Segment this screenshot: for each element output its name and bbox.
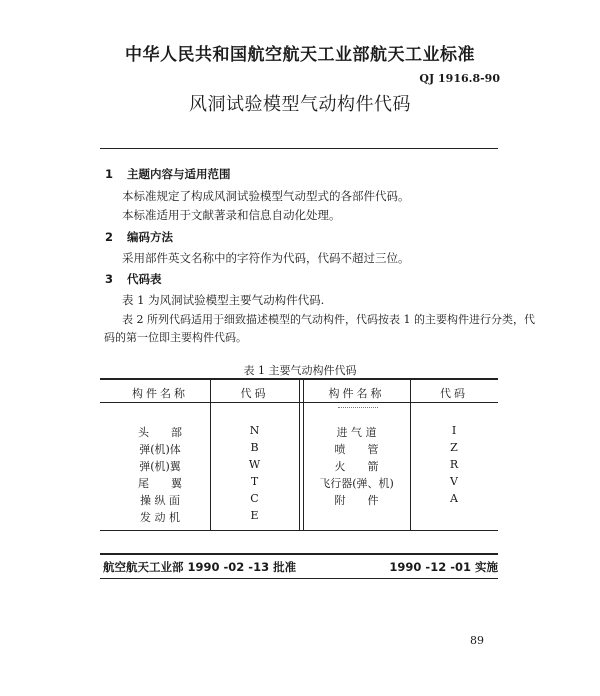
section-title: 代码表 xyxy=(127,272,162,286)
table-cell: 附 件 xyxy=(334,494,379,507)
table-cell: Z xyxy=(450,441,458,454)
section-number: 1 xyxy=(105,167,114,181)
table-cell: 喷 管 xyxy=(334,443,379,456)
table-header-cell: 代码 xyxy=(440,387,468,400)
section-1-para-1: 本标准规定了构成风洞试验模型气动型式的各部件代码。 xyxy=(122,189,410,203)
section-number: 3 xyxy=(105,272,114,286)
table-cell: 操 纵 面 xyxy=(140,494,180,507)
table-cell: E xyxy=(250,509,259,522)
document-title: 风洞试验模型气动构件代码 xyxy=(189,94,411,115)
table-cell: T xyxy=(250,475,259,488)
table-cell: 进 气 道 xyxy=(336,426,377,439)
section-title: 主题内容与适用范围 xyxy=(127,167,231,181)
table-cell: 发 动 机 xyxy=(140,511,180,524)
table-cell: B xyxy=(250,441,259,454)
table-cell: C xyxy=(250,492,259,505)
approval-date: 航空航天工业部 1990 -02 -13 批准 xyxy=(103,560,297,574)
table-header-cell: 构件名称 xyxy=(328,387,385,400)
table-caption: 表 1 主要气动构件代码 xyxy=(243,364,357,377)
effective-date: 1990 -12 -01 实施 xyxy=(389,560,498,574)
section-3-para-1: 表 1 为风洞试验模型主要气动构件代码. xyxy=(122,293,325,307)
section-1-heading xyxy=(105,166,231,182)
table-header-cell: 代码 xyxy=(240,387,269,400)
section-2-heading xyxy=(105,229,173,245)
table-bottom-rule xyxy=(100,530,498,531)
table-cell: 尾 翼 xyxy=(138,477,182,490)
section-2-para-1: 采用部件英文名称中的字符作为代码，代码不超过三位。 xyxy=(122,251,410,265)
table-header-cell: 构件名称 xyxy=(132,387,188,400)
section-1-para-2: 本标准适用于文献著录和信息自动化处理。 xyxy=(122,208,341,222)
table-double-divider xyxy=(299,378,300,530)
table-cell: 火 箭 xyxy=(334,460,379,473)
table-dotted-mark xyxy=(338,407,378,408)
table-cell: 弹(机)翼 xyxy=(139,460,181,473)
page-number: 89 xyxy=(470,634,484,647)
standard-header: 中华人民共和国航空航天工业部航天工业标准 xyxy=(125,45,475,65)
document-code: QJ 1916.8-90 xyxy=(419,72,500,85)
section-3-para-2: 表 2 所列代码适用于细致描述模型的气动构件，代码按表 1 的主要构件进行分类，代 xyxy=(122,313,535,326)
table-cell: 弹(机)体 xyxy=(139,443,181,456)
section-title: 编码方法 xyxy=(127,230,173,244)
table-cell: 飞行器(弹、机) xyxy=(319,477,394,490)
title-rule xyxy=(100,148,498,149)
footer-top-rule xyxy=(100,553,498,555)
footer-bottom-rule xyxy=(100,578,498,579)
section-3-para-3: 码的第一位即主要构件代码。 xyxy=(104,331,247,344)
table-cell: I xyxy=(451,424,457,437)
table-cell: A xyxy=(450,492,458,505)
table-cell: W xyxy=(248,458,261,471)
table-cell: N xyxy=(249,424,260,437)
section-3-heading xyxy=(105,271,162,287)
section-number: 2 xyxy=(105,230,114,244)
table-cell: V xyxy=(450,475,458,488)
table-cell: R xyxy=(449,458,459,471)
table-cell: 头 部 xyxy=(138,426,182,439)
